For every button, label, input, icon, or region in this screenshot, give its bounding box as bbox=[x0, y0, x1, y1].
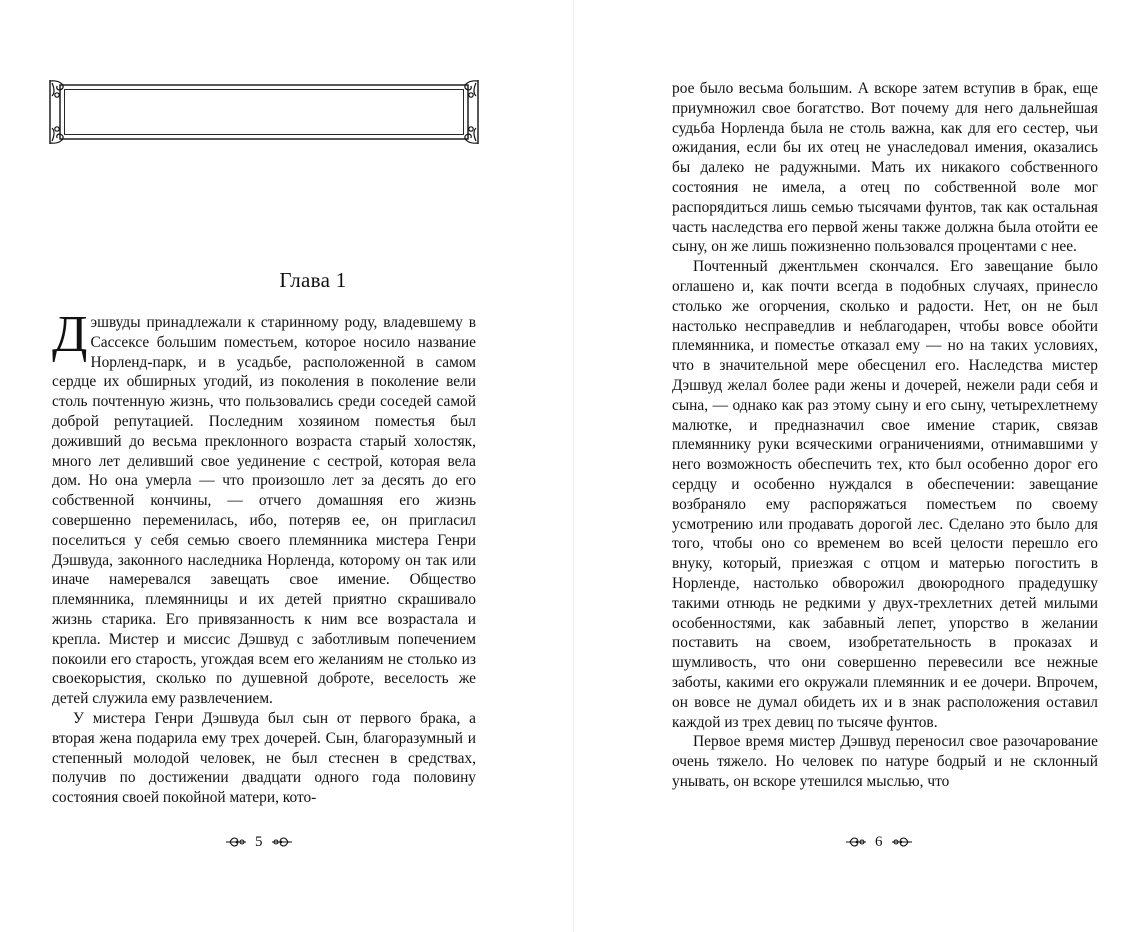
folio-ornament-icon bbox=[271, 835, 293, 849]
paragraph bbox=[52, 306, 476, 709]
book-gutter bbox=[573, 0, 574, 932]
page-number: 6 bbox=[875, 833, 883, 850]
paragraph-text: эшвуды принадлежали к старинному роду, владевшему в Сассексе большим поместьем, которое носило название Норленд-парк, и в усадьбе, расположенной в самом сердце их обширных угодий, из поколения в поколение вели столь почтенную жизнь, что пользовались среди соседей самой доброй репутацией. Последним хозяином поместья был доживший до весьма преклонного возраста старый холостяк, много лет деливший свое уединение с сестрой, которая вела дом. Но она умерла — что произошло лет за десять до его собственной кончины, — отчего домашняя его жизнь совершенно переменилась, ибо, потеряв ее, он пригласил поселиться у себя семью своего племянника мистера Генри Дэшвуда, законного наследника Норленда, которому он так или иначе намеревался завещать свое имение. Общество племянника, племянницы и их детей приятно скрашивало жизнь старика. Его привязанность к ним все возрастала и крепла. Мистер и миссис Дэшвуд с заботливым попечением покоили его старость, угождая всем его желаниям не столько из своекорыстия, сколько по душевной доброте, веселость же детей служила ему развлечением. bbox=[52, 314, 476, 708]
paragraph: рое было весьма большим. А вскоре затем вступив в брак, еще приумножил свое богатство. Вот почему для него дальнейшая судьба Норленда была не столь важна, как для его сестер, чьи ожидания, если бы их отец не унаследовал имения, оказались бы далеко не радужными. Мать их никакого собственного состояния не имела, а отец по собственной воле мог распорядиться лишь семью тысячами фунтов, так как остальная часть наследства его первой жены также должна была отойти ее сыну, он же лишь пожизненно пользовался процентами с нее. bbox=[672, 80, 1098, 256]
folio-ornament-icon bbox=[845, 835, 867, 849]
chapter-title: Глава 1 bbox=[279, 268, 347, 292]
paragraph: Почтенный джентльмен скончался. Его завещание было оглашено и, как почти всегда в подобных случаях, принесло столько же огорчения, сколько и радости. Нет, он не был настолько несправедлив и неблагодарен, чтобы вовсе обойти племянника, и поместье отказал ему — но на таких условиях, что в значительной мере обесценил его. Наследства мистер Дэшвуд желал более ради жены и дочерей, нежели ради себя и сына, — однако как раз этому сыну и его сыну, четырехлетнему малютке, и предназначил свое имение старик, связав племяннику руки всяческими ограничениями, отнимавшими у него возможность обеспечить тех, кто был особенно дорог его сердцу и особенно нуждался в обеспечении: завещание возбраняло ему распоряжаться поместьем по своему усмотрению или продавать дорогой лес. Сделано это было для того, чтобы оно со временем во всей целости перешло его внуку, который, приезжая с отцом и матерью погостить в Норленде, настолько обворожил двоюродного прадедушку такими отнюдь не редкими у двух-трехлетних детей милыми особенностями, как забавный лепет, упорство в желании поставить на своем, изобретательность в проказах и шумливость, что они совершенно перевесили все нежные заботы, какими его окружали племянник и ее дочери. Впрочем, он вовсе не думал обидеть их и в знак расположения оставил каждой из трех девиц по тысяче фунтов. bbox=[672, 258, 1098, 731]
folio-ornament-icon bbox=[225, 835, 247, 849]
page-number: 5 bbox=[255, 833, 263, 850]
folio-ornament-icon bbox=[891, 835, 913, 849]
paragraph: Первое время мистер Дэшвуд переносил свое разочарование очень тяжело. Но человек по натуре бодрый и не склонный унывать, он вскоре утешился мыслью, что bbox=[672, 733, 1098, 790]
drop-cap: Д bbox=[52, 306, 88, 363]
paragraph: У мистера Генри Дэшвуда был сын от первого брака, а вторая жена подарила ему трех дочерей. Сын, благоразумный и степенный молодой человек, не был стеснен в средствах, получив по достижении двадцати одного года половину состояния своей покойной матери, кото- bbox=[52, 709, 476, 807]
right-page-body bbox=[672, 79, 1098, 792]
left-page-body bbox=[52, 306, 476, 808]
folio-right bbox=[845, 832, 913, 852]
chapter-frame-ornament bbox=[48, 78, 480, 146]
folio-left bbox=[225, 832, 293, 852]
left-page bbox=[0, 0, 572, 932]
